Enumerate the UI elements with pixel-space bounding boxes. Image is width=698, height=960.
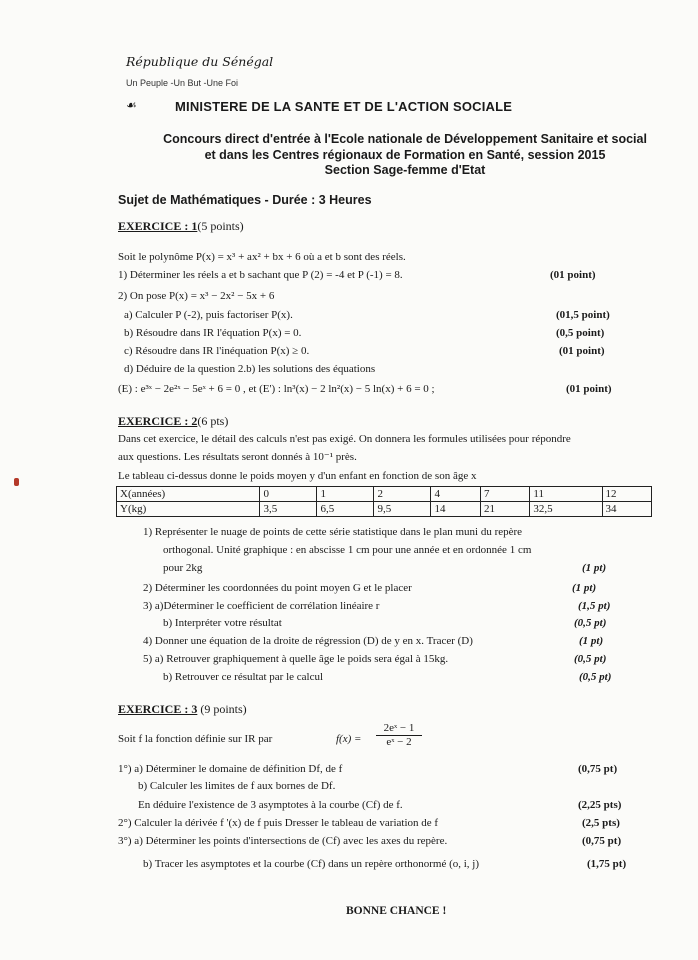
exercise-1-points: (5 points)	[197, 219, 244, 233]
ex1-line: 2) On pose P(x) = x³ − 2x² − 5x + 6	[118, 290, 275, 302]
table-cell: 1	[317, 487, 374, 502]
ex3-definition-text: Soit f la fonction définie sur IR par	[118, 733, 273, 745]
table-cell: 0	[260, 487, 317, 502]
ex1-line: a) Calculer P (-2), puis factoriser P(x).	[124, 309, 293, 321]
table-cell: Y(kg)	[117, 502, 260, 517]
ex2-line: 5) a) Retrouver graphiquement à quelle âge le poids sera égal à 15kg.	[143, 653, 449, 665]
exam-title-line-2: et dans les Centres régionaux de Formation en Santé, session 2015	[204, 147, 606, 162]
exercise-1-heading	[118, 219, 244, 234]
margin-mark	[14, 478, 19, 486]
table-cell: 4	[431, 487, 480, 502]
ex1-points: (01,5 point)	[556, 309, 610, 321]
table-cell: 3,5	[260, 502, 317, 517]
ex2-intro-line: Dans cet exercice, le détail des calculs n'est pas exigé. On donnera les formules utilisées pour répondre	[118, 433, 571, 445]
table-row	[117, 502, 652, 517]
ex3-points: (0,75 pt)	[578, 763, 618, 775]
ex3-points: (2,5 pts)	[582, 817, 620, 829]
ex3-line: En déduire l'existence de 3 asymptotes à la courbe (Cf) de f.	[138, 799, 403, 811]
ministry-name: MINISTERE DE LA SANTE ET DE L'ACTION SOCIALE	[175, 99, 513, 114]
exercise-2-title: EXERCICE : 2	[118, 414, 198, 428]
exercise-3-points: (9 points)	[200, 702, 247, 716]
table-cell: X(années)	[117, 487, 260, 502]
national-motto: Un Peuple -Un But -Une Foi	[126, 78, 239, 88]
ex1-points: (0,5 point)	[556, 327, 605, 339]
table-cell: 6,5	[317, 502, 374, 517]
table-cell: 14	[431, 502, 480, 517]
ex2-line: b) Retrouver ce résultat par le calcul	[163, 671, 324, 683]
exercise-2-points: (6 pts)	[197, 414, 229, 428]
age-weight-table	[116, 486, 652, 517]
ex1-line: d) Déduire de la question 2.b) les solutions des équations	[124, 363, 376, 375]
ex1-line: c) Résoudre dans IR l'inéquation P(x) ≥ 0.	[124, 345, 310, 357]
exercise-3-heading	[118, 702, 247, 717]
ex3-fraction	[376, 722, 422, 749]
ex3-line: 3°) a) Déterminer les points d'intersections de (Cf) avec les axes du repère.	[118, 835, 448, 847]
table-cell: 12	[602, 487, 651, 502]
table-cell: 7	[480, 487, 529, 502]
ex2-line: orthogonal. Unité graphique : en abscisse 1 cm pour une année et en ordonnée 1 cm	[163, 544, 532, 556]
ex1-points: (01 point)	[550, 269, 596, 281]
ex3-line: b) Calculer les limites de f aux bornes de Df.	[138, 780, 336, 792]
ex2-line: b) Interpréter votre résultat	[163, 617, 282, 629]
ex3-points: (1,75 pt)	[587, 858, 627, 870]
ex3-line: 2°) Calculer la dérivée f '(x) de f puis Dresser le tableau de variation de f	[118, 817, 439, 829]
ex2-line: 2) Déterminer les coordonnées du point moyen G et le placer	[143, 582, 412, 594]
ex2-line: 4) Donner une équation de la droite de régression (D) de y en x. Tracer (D)	[143, 635, 473, 647]
exercise-2-heading	[118, 414, 228, 429]
table-cell: 21	[480, 502, 529, 517]
ex2-points: (0,5 pt)	[574, 653, 607, 665]
subject-duration: Sujet de Mathématiques - Durée : 3 Heures	[118, 193, 372, 207]
closing-message: BONNE CHANCE !	[346, 905, 447, 917]
ex2-intro-line: aux questions. Les résultats seront donnés à 10⁻¹ près.	[118, 451, 357, 463]
ex2-points: (1,5 pt)	[578, 600, 611, 612]
ex3-line: b) Tracer les asymptotes et la courbe (Cf) dans un repère orthonormé (o, i, j)	[143, 858, 480, 870]
ex3-points: (0,75 pt)	[582, 835, 622, 847]
ex1-points: (01 point)	[566, 383, 612, 395]
ministry-ornament-icon: ☙	[126, 98, 137, 112]
ex1-line: (E) : e³ˣ − 2e²ˣ − 5eˣ + 6 = 0 , et (E') : ln³(x) − 2 ln²(x) − 5 ln(x) + 6 = 0 ;	[118, 383, 435, 395]
table-cell: 11	[530, 487, 602, 502]
ex1-line: 1) Déterminer les réels a et b sachant que P (2) = -4 et P (-1) = 8.	[118, 269, 403, 281]
ex2-points: (1 pt)	[582, 562, 607, 574]
ex3-definition-lhs: f(x) =	[336, 733, 362, 745]
table-cell: 2	[374, 487, 431, 502]
table-cell: 9,5	[374, 502, 431, 517]
ex3-line: 1°) a) Déterminer le domaine de définition Df, de f	[118, 763, 343, 775]
ex2-line: pour 2kg	[163, 562, 203, 574]
exam-title-line-3: Section Sage-femme d'Etat	[324, 163, 486, 177]
exercise-3-title: EXERCICE : 3	[118, 702, 198, 716]
ex1-line: Soit le polynôme P(x) = x³ + ax² + bx + 6 où a et b sont des réels.	[118, 251, 406, 263]
ex2-line: 1) Représenter le nuage de points de cette série statistique dans le plan muni du repère	[143, 526, 523, 538]
ex3-fraction-denominator: eˣ − 2	[386, 736, 412, 748]
exam-title-line-1: Concours direct d'entrée à l'Ecole nationale de Développement Sanitaire et social	[163, 132, 647, 146]
republic-header: République du Sénégal	[126, 54, 274, 69]
table-cell: 34	[602, 502, 651, 517]
ex1-points: (01 point)	[559, 345, 605, 357]
ex2-points: (0,5 pt)	[579, 671, 612, 683]
ex2-intro-line: Le tableau ci-dessus donne le poids moyen y d'un enfant en fonction de son âge x	[118, 470, 477, 482]
ex2-points: (1 pt)	[579, 635, 604, 647]
table-row	[117, 487, 652, 502]
exercise-1-title: EXERCICE : 1	[118, 219, 198, 233]
exam-title	[120, 132, 690, 179]
ex3-fraction-numerator: 2eˣ − 1	[376, 722, 422, 736]
ex1-line: b) Résoudre dans IR l'équation P(x) = 0.	[124, 327, 302, 339]
ex3-points: (2,25 pts)	[578, 799, 622, 811]
ex2-line: 3) a)Déterminer le coefficient de corrélation linéaire r	[143, 600, 380, 612]
table-cell: 32,5	[530, 502, 602, 517]
ex2-points: (0,5 pt)	[574, 617, 607, 629]
ex2-points: (1 pt)	[572, 582, 597, 594]
